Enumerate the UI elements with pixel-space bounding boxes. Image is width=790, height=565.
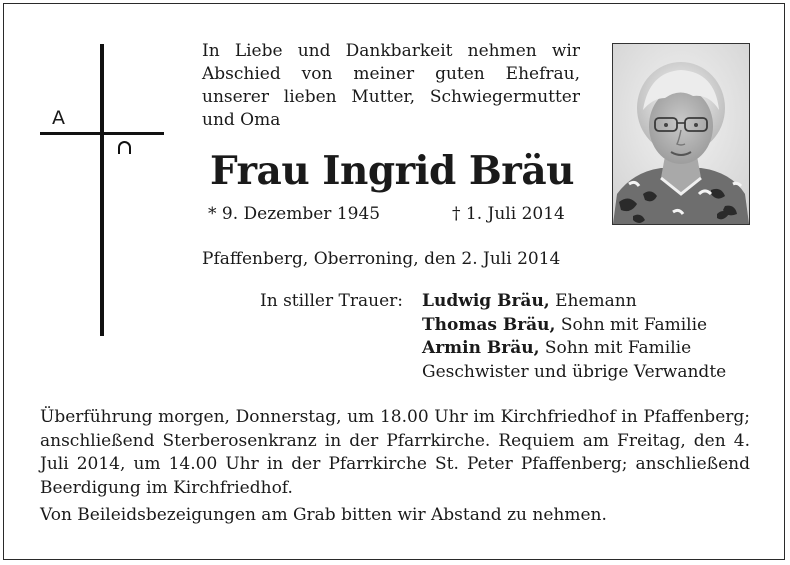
funeral-details xyxy=(40,406,750,528)
mourner-relation: Sohn mit Familie xyxy=(560,314,708,335)
omega-symbol xyxy=(118,141,131,154)
death-date: † 1. Juli 2014 xyxy=(452,204,565,224)
mourner-others: Geschwister und übrige Verwandte xyxy=(422,361,727,382)
mourning-label: In stiller Trauer: xyxy=(260,291,403,311)
mourner-name: Armin Bräu, xyxy=(422,338,540,358)
alpha-symbol: A xyxy=(52,107,65,129)
portrait-photo xyxy=(612,43,750,225)
birth-date: * 9. Dezember 1945 xyxy=(208,204,381,224)
cross-horizontal-bar xyxy=(40,132,164,135)
mourner-name: Ludwig Bräu, xyxy=(422,291,550,311)
cross-vertical-bar xyxy=(100,44,104,336)
deceased-name: Frau Ingrid Bräu xyxy=(210,148,574,194)
intro-line: In Liebe und Dankbarkeit nehmen wir xyxy=(202,41,580,61)
mourner-entry xyxy=(422,337,726,361)
intro-line: und Oma xyxy=(202,110,281,130)
intro-text xyxy=(202,40,580,132)
mourner-name: Thomas Bräu, xyxy=(422,314,556,335)
mourner-relation: Ehemann xyxy=(555,291,637,311)
mourner-entry xyxy=(422,314,726,338)
condolence-note: Von Beileidsbezeigungen am Grab bitten wir Abstand zu nehmen. xyxy=(40,505,607,525)
place-date: Pfaffenberg, Oberroning, den 2. Juli 2014 xyxy=(202,249,561,269)
funeral-details-paragraph: Überführung morgen, Donnerstag, um 18.00 Uhr im Kirchfriedhof in Pfaffenberg; anschließend Sterberosenkranz in der Pfarrkirche. Requiem am Freitag, den 4. Juli 2014, um 14.00 Uhr in der Pfarrkirche St. Peter Pfaffenberg; anschließend Beerdigung im Kirchfriedhof. xyxy=(40,407,750,498)
intro-line: unserer lieben Mutter, Schwiegermutter xyxy=(202,87,580,107)
mourner-entry xyxy=(422,290,726,314)
intro-line: Abschied von meiner guten Ehefrau, xyxy=(202,64,580,84)
portrait-image xyxy=(613,44,749,224)
mourner-relation: Sohn mit Familie xyxy=(544,338,692,358)
mourners-list xyxy=(422,290,726,384)
